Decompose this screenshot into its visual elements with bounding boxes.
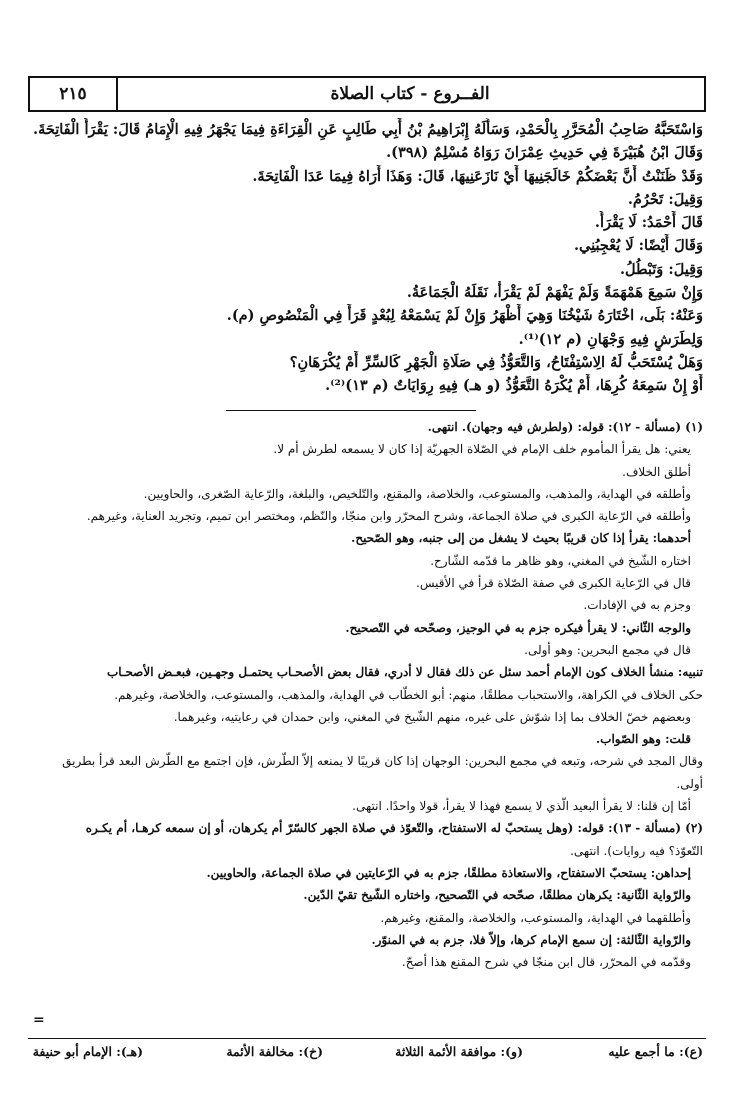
legend-consensus: (ع): ما أجمع عليه <box>608 1044 703 1059</box>
footnotes <box>25 416 703 973</box>
footnote-line: قال في الرّعاية الكبرى في صفة الصّلاة قرأ في الأقيس. <box>416 576 691 591</box>
legend-disagreement: (خ): مخالفة الأئمة <box>226 1044 323 1059</box>
footnote-line: اختاره الشّيخ في المغني، وهو ظاهر ما قدّمه الشّارح. <box>430 553 691 568</box>
footnote-line: قال في مجمع البحرين: وهو أولى. <box>524 642 691 657</box>
footnote-line: وأطلقه في الرّعاية الكبرى في صلاة الجماعة، وشرح المحرّر وابن منجّا، والنّظم، ومختصر ابن تميم، وتجريد العناية، وغيرهم. <box>86 509 691 524</box>
footnote-line: قلت: وهو الصّواب. <box>595 732 691 747</box>
text-line: وَاسْتَحَبَّهُ صَاحِبُ الْمُحَرَّرِ بِالْحَمْدِ، وَسَأَلَهُ إِبْرَاهِيمُ بْنُ أَبِي طَالِبٍ عَنِ الْقِرَاءَةِ فِيمَا يَجْهَرُ فِيهِ الْإِمَامُ قَالَ: يَقْرَأُ الْفَاتِحَةَ. <box>33 121 703 138</box>
legend-agreement: (و): موافقة الأئمة الثلاثة <box>395 1044 523 1059</box>
footnote-line: أطلق الخلاف. <box>622 464 691 479</box>
continuation-mark: = <box>33 1012 45 1028</box>
footnote-line: حكى الخلاف في الكراهة، والاستحباب مطلقًا، منهم: أبو الخطّاب في الهداية، والمذهب، والمستوعب، والخلاصة، وغيرهم. <box>114 687 703 702</box>
text-line: وَقَدْ ظَنَنْتُ أَنَّ بَعْضَكُمْ خَالَجَنِيهَا أَيْ نَازَعَنِيهَا، قَالَ: وَهَذَا أَرَاهُ فِيمَا عَدَا الْفَاتِحَةَ. <box>252 167 703 185</box>
footnote-line: وأطلقهما في الهداية، والمستوعب، والخلاصة، والمقنع، وغيرهم. <box>380 910 691 925</box>
page-number: ٢١٥ <box>30 78 118 110</box>
footnote-separator <box>226 410 476 411</box>
footnote-line: (٢) (مسألة - ١٣): قوله: (وهل يستحبّ له الاستفتاح، والتّعوّذ في صلاة الجهر كالسّرّ أم يكرهان، أو إن سمعه كرهـا، أم يكـره <box>85 821 703 836</box>
text-line: أَوْ إِنْ سَمِعَهُ كُرِهَا، أَمْ يُكْرَهُ التَّعَوُّذُ (و هـ) فِيهِ رِوَايَاتٌ (م ١٣)⁽²⁾. <box>325 377 703 395</box>
main-text <box>25 118 703 398</box>
text-line: وَعَنْهُ: بَلَى، اخْتَارَهُ شَيْخُنَا وَهِيَ أَظْهَرُ وَإِنْ لَمْ يَسْمَعْهُ لِبُعْدٍ قَرَأَ فِي الْمَنْصُوصِ (م). <box>226 307 703 325</box>
footnote-line: وأطلقه في الهداية، والمذهب، والمستوعب، والخلاصة، والمقنع، والتّلخيص، والبلغة، والرّعاية الصّغرى، والحاويين. <box>143 486 691 501</box>
footnote-line: وجزم به في الإفادات. <box>583 598 691 613</box>
footnote-line: والرّواية الثّالثة: إن سمع الإمام كرها، وإلاّ فلا، جزم به في المنوّر. <box>371 932 691 947</box>
text-line: وَقِيلَ: تَحْرُمُ. <box>627 190 703 208</box>
text-line: وَقَالَ ابْنُ هُبَيْرَةَ فِي حَدِيثِ عِمْرَانَ رَوَاهُ مُسْلِمٌ (٣٩٨). <box>386 144 703 162</box>
text-line: وَقَالَ أَيْضًا: لَا يُعْجِبُنِي. <box>574 237 703 255</box>
footnote-line: التّعوّذ؟ فيه روايات). انتهى. <box>570 843 703 858</box>
footer-rule <box>28 1038 706 1039</box>
footnote-line: يعني: هل يقرأ المأموم خلف الإمام في الصّلاة الجهريّة إذا كان لا يسمعه لطرش أم لا. <box>273 442 691 457</box>
text-line: وَلِطَرَشٍ فِيهِ وَجْهَانِ (م ١٢)⁽¹⁾. <box>518 330 703 348</box>
footnote-line: وقال المجد في شرحه، وتبعه في مجمع البحرين: الوجهان إذا كان قريبًا لا يمنعه إلاّ الطّرش، فإن اجتمع مع الطّرش البعد قرأ بطريق <box>62 754 703 769</box>
footnote-line: وبعضهم خصّ الخلاف بما إذا شوّش على غيره، منهم الشّيخ في المغني، وابن حمدان في رعايتيه، وغيرهما. <box>173 709 691 724</box>
text-line: وَهَلْ يُسْتَحَبُّ لَهُ الِاسْتِفْتَاحُ، وَالتَّعَوُّذُ فِي صَلَاةِ الْجَهْرِ كَالسِّرِّ أَمْ يُكْرَهَانِ؟ <box>289 353 703 371</box>
page-header <box>28 76 706 112</box>
footnote-line: أمّا إن قلنا: لا يقرأ البعيد الّذي لا يسمع فهذا لا يقرأ، قولا واحدًا. انتهى. <box>352 799 691 814</box>
footnote-line: وقدّمه في المحرّر، قال ابن منجّا في شرح المقنع هذا أصحّ. <box>401 955 691 970</box>
running-title: الفــروع - كتاب الصلاة <box>330 84 490 104</box>
footnote-line: (١) (مسألة - ١٢): قوله: (ولطرش فيه وجهان). انتهى. <box>427 420 703 434</box>
text-line: وَقِيلَ: وَتَبْطُلُ. <box>619 260 703 278</box>
text-line: وَإِنْ سَمِعَ هَمْهَمَةً وَلَمْ يَفْهَمْ لَمْ يَقْرَأْ، نَقَلَهُ الْجَمَاعَةُ. <box>406 284 703 302</box>
footnote-line: والوجه الثّاني: لا يقرأ فيكره جزم به في الوجيز، وصحّحه في التّصحيح. <box>345 620 691 635</box>
footnote-line: أحدهما: يقرأ إذا كان قريبًا بحيث لا يشغل من إلى جنبه، وهو الصّحيح. <box>351 531 691 546</box>
footnote-line: أولى. <box>676 776 703 791</box>
footnote-line: والرّواية الثّانية: يكرهان مطلقًا، صحّحه في التّصحيح، واختاره الشّيخ تقيّ الدّين. <box>303 888 691 903</box>
footer-legend <box>25 1042 703 1064</box>
legend-abu-hanifa: (هـ): الإمام أبو حنيفة <box>32 1044 143 1059</box>
footnote-line: تنبيه: منشأ الخلاف كون الإمام أحمد سئل عن ذلك فقال لا أدري، فقال بعض الأصحـاب يحتمـل وجهـين، فبعـض الأصحـاب <box>106 665 703 680</box>
text-line: قَالَ أَحْمَدُ: لَا يَقْرَأُ. <box>594 214 703 232</box>
footnote-line: إحداهن: يستحبّ الاستفتاح، والاستعاذة مطلقًا، جزم به في الرّعايتين في صلاة الجماعة، والحاويين. <box>206 865 691 880</box>
